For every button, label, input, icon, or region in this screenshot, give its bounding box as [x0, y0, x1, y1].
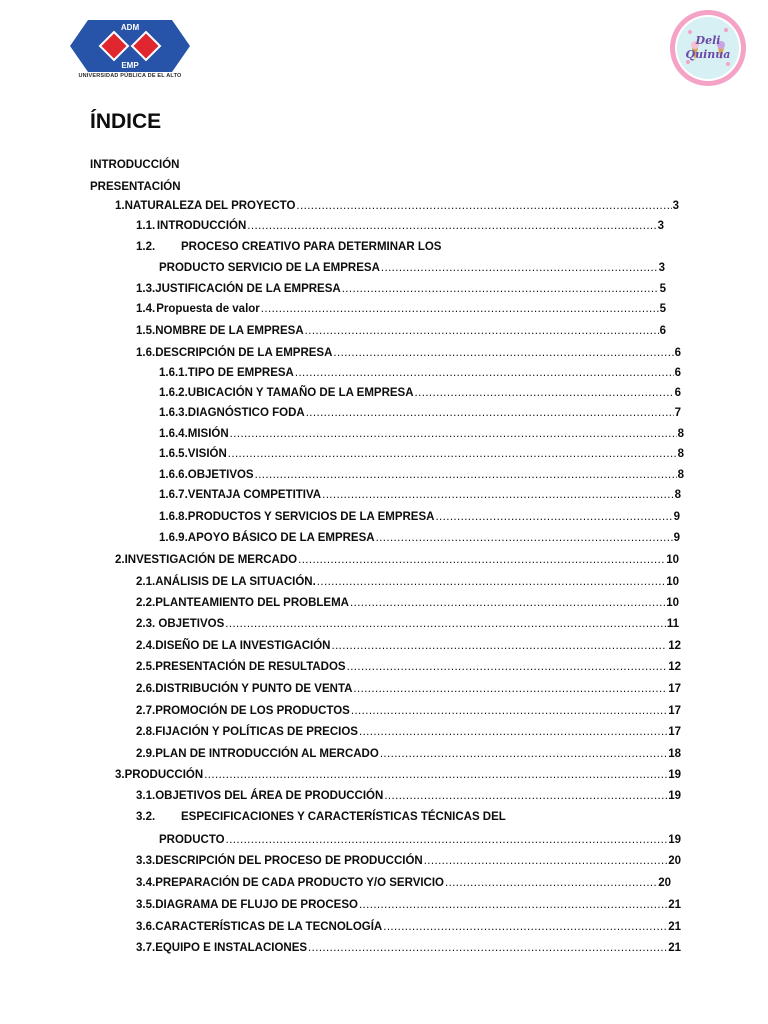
toc-label: NOMBRE DE LA EMPRESA [155, 325, 304, 337]
toc-label: PROCESO CREATIVO PARA DETERMINAR LOS [181, 241, 442, 253]
toc-label: NATURALEZA DEL PROYECTO [124, 200, 296, 212]
toc-label: PROMOCIÓN DE LOS PRODUCTOS [155, 705, 350, 717]
toc-page-number: 17 [668, 705, 681, 717]
toc-leader [435, 510, 672, 524]
toc-number: 2.4. [136, 640, 156, 652]
toc-number: 2.6. [136, 683, 156, 695]
toc-page-number: 21 [668, 942, 681, 954]
toc-leader [359, 898, 667, 912]
toc-page-number: 8 [674, 489, 681, 501]
toc-label: OBJETIVOS [187, 469, 254, 481]
toc-number: 1.6.5. [159, 448, 188, 460]
toc-page-number: 19 [668, 769, 681, 781]
toc-number: 3.2. [136, 811, 156, 823]
toc-label: PREPARACIÓN DE CADA PRODUCTO Y/O SERVICIO [155, 877, 445, 889]
toc-leader [308, 941, 667, 955]
toc-page-number: 18 [668, 748, 681, 760]
svg-text:Deli: Deli [695, 34, 721, 47]
toc-entry [159, 427, 684, 441]
toc-number: 1. [115, 200, 125, 212]
toc-leader [317, 575, 665, 589]
toc-entry [136, 789, 681, 803]
toc-entry [136, 920, 681, 934]
toc-page-number: 9 [673, 532, 680, 544]
brand-badge [668, 8, 748, 88]
toc-entry [136, 219, 664, 233]
toc-leader [247, 219, 656, 233]
toc-page-number: 11 [666, 618, 679, 630]
toc-entry [159, 468, 684, 482]
toc-label: PRODUCTO SERVICIO DE LA EMPRESA [159, 262, 380, 274]
logo-top-text: ADM [120, 23, 140, 32]
toc-entry [136, 617, 679, 631]
toc-page-number: 6 [674, 347, 681, 359]
toc-leader [306, 406, 674, 420]
toc-leader [298, 553, 665, 567]
toc-label: VENTAJA COMPETITIVA [187, 489, 322, 501]
toc-label: INVESTIGACIÓN DE MERCADO [124, 554, 298, 566]
toc-label: PRESENTACIÓN DE RESULTADOS [155, 661, 346, 673]
toc-number: 2.5. [136, 661, 156, 673]
toc-leader [342, 282, 659, 296]
toc-entry [136, 941, 681, 955]
toc-label: PLANTEAMIENTO DEL PROBLEMA [155, 597, 349, 609]
toc-entry [136, 876, 671, 890]
toc-entry [115, 768, 681, 782]
toc-number: 1.3. [136, 283, 156, 295]
toc-entry [159, 447, 684, 461]
toc-number: 2.7. [136, 705, 156, 717]
toc-entry [159, 833, 681, 847]
toc-entry [136, 747, 681, 761]
toc-label: DISTRIBUCIÓN Y PUNTO DE VENTA [155, 683, 353, 695]
toc-number: 2.1. [136, 576, 156, 588]
toc-page-number: 17 [668, 726, 681, 738]
toc-leader [228, 447, 677, 461]
logo-bottom-text: EMP [121, 61, 139, 70]
toc-entry [136, 704, 681, 718]
toc-leader [384, 789, 667, 803]
toc-leader [261, 302, 659, 316]
toc-label: Propuesta de valor [156, 303, 260, 315]
toc-label: DIAGNÓSTICO FODA [187, 407, 305, 419]
toc-leader [204, 768, 667, 782]
toc-entry [136, 346, 681, 360]
toc-leader [226, 833, 668, 847]
toc-intro-presentacion: PRESENTACIÓN [90, 181, 181, 193]
toc-number: 1.6.9. [159, 532, 188, 544]
toc-entry [136, 660, 681, 674]
toc-label: PLAN DE INTRODUCCIÓN AL MERCADO [155, 748, 379, 760]
toc-entry [136, 898, 681, 912]
toc-intro-introduccion: INTRODUCCIÓN [90, 159, 180, 171]
toc-leader [331, 639, 667, 653]
toc-number: 1.6.4. [159, 428, 188, 440]
toc-leader [322, 488, 673, 502]
toc-number: 2.2. [136, 597, 156, 609]
toc-number: 1.2. [136, 241, 156, 253]
toc-leader [351, 704, 667, 718]
toc-entry [115, 199, 679, 213]
toc-label: DESCRIPCIÓN DE LA EMPRESA [155, 347, 333, 359]
toc-number: 1.6.7. [159, 489, 188, 501]
toc-number: 3.7. [136, 942, 156, 954]
toc-page-number: 7 [674, 407, 681, 419]
toc-label: VISIÓN [187, 448, 227, 460]
toc-label: OBJETIVOS [158, 618, 225, 630]
page-title: ÍNDICE [90, 110, 162, 133]
toc-leader [376, 531, 673, 545]
toc-entry [136, 682, 681, 696]
toc-page-number: 20 [658, 877, 671, 889]
toc-entry [136, 854, 681, 868]
university-logo [68, 18, 192, 84]
toc-leader [353, 682, 667, 696]
adm-emp-emblem [68, 18, 192, 74]
toc-number: 3.5. [136, 899, 156, 911]
toc-page-number: 19 [668, 834, 681, 846]
toc-number: 1.6.3. [159, 407, 188, 419]
toc-label: ANÁLISIS DE LA SITUACIÓN. [155, 576, 316, 588]
toc-number: 3.3. [136, 855, 156, 867]
toc-leader [383, 920, 667, 934]
toc-leader [359, 725, 667, 739]
toc-page-number: 3 [658, 262, 665, 274]
toc-page-number: 21 [668, 899, 681, 911]
toc-number: 1.6.1. [159, 367, 188, 379]
toc-number: 2.9. [136, 748, 156, 760]
toc-number: 1.6.8. [159, 511, 188, 523]
toc-entry [136, 282, 666, 296]
toc-page-number: 3 [657, 220, 664, 232]
toc-entry [136, 596, 679, 610]
toc-entry [136, 240, 664, 254]
toc-page-number: 6 [674, 367, 681, 379]
toc-entry [136, 302, 666, 316]
toc-label: ESPECIFICACIONES Y CARACTERÍSTICAS TÉCNICAS DEL [181, 811, 506, 823]
toc-label: OBJETIVOS DEL ÁREA DE PRODUCCIÓN [155, 790, 384, 802]
toc-number: 1.4. [136, 303, 156, 315]
toc-number: 1.6.2. [159, 387, 188, 399]
toc-page-number: 9 [673, 511, 680, 523]
toc-page-number: 5 [659, 283, 666, 295]
toc-entry [159, 386, 681, 400]
toc-label: CARACTERÍSTICAS DE LA TECNOLOGÍA [155, 921, 383, 933]
toc-page-number: 8 [677, 428, 684, 440]
toc-page-number: 8 [677, 448, 684, 460]
toc-entry [159, 406, 681, 420]
toc-leader [305, 324, 659, 338]
toc-leader [295, 366, 674, 380]
university-name: UNIVERSIDAD PÚBLICA DE EL ALTO [78, 73, 182, 79]
toc-label: DISEÑO DE LA INVESTIGACIÓN [155, 640, 331, 652]
toc-leader [230, 427, 677, 441]
toc-page-number: 21 [668, 921, 681, 933]
toc-leader [424, 854, 668, 868]
toc-label: MISIÓN [187, 428, 229, 440]
toc-number: 3.6. [136, 921, 156, 933]
toc-label: INTRODUCCIÓN [156, 220, 247, 232]
toc-entry [159, 531, 680, 545]
toc-page-number: 12 [668, 661, 681, 673]
toc-page-number: 6 [659, 325, 666, 337]
svg-text:Quinua: Quinua [685, 48, 731, 61]
toc-number: 3.4. [136, 877, 156, 889]
toc-label: JUSTIFICACIÓN DE LA EMPRESA [155, 283, 341, 295]
toc-entry [159, 510, 680, 524]
toc-number: 3.1. [136, 790, 156, 802]
toc-page-number: 19 [668, 790, 681, 802]
toc-label: PRODUCCIÓN [124, 769, 204, 781]
toc-entry [136, 810, 681, 824]
toc-label: DIAGRAMA DE FLUJO DE PROCESO [155, 899, 358, 911]
toc-page-number: 17 [668, 683, 681, 695]
toc-page-number: 10 [666, 597, 679, 609]
toc-leader [350, 596, 665, 610]
toc-label: FIJACIÓN Y POLÍTICAS DE PRECIOS [155, 726, 358, 738]
toc-number: 2.8. [136, 726, 156, 738]
toc-entry [136, 324, 666, 338]
toc-entry [136, 725, 681, 739]
toc-page-number: 10 [666, 576, 679, 588]
toc-number: 1.6.6. [159, 469, 188, 481]
toc-entry [115, 553, 679, 567]
toc-page-number: 5 [659, 303, 666, 315]
toc-number: 1.1. [136, 220, 156, 232]
toc-leader [415, 386, 674, 400]
toc-leader [255, 468, 677, 482]
toc-page-number: 10 [666, 554, 679, 566]
toc-leader [380, 747, 667, 761]
toc-number: 1.5. [136, 325, 156, 337]
toc-label: EQUIPO E INSTALACIONES [155, 942, 308, 954]
toc-label: DESCRIPCIÓN DEL PROCESO DE PRODUCCIÓN [155, 855, 423, 867]
toc-label: PRODUCTOS Y SERVICIOS DE LA EMPRESA [187, 511, 435, 523]
toc-leader [381, 261, 658, 275]
toc-number: 2.3. [136, 618, 156, 630]
toc-leader [225, 617, 666, 631]
toc-label: PRODUCTO [159, 834, 225, 846]
toc-leader [333, 346, 673, 360]
toc-number: 2. [115, 554, 125, 566]
toc-page-number: 12 [668, 640, 681, 652]
toc-label: APOYO BÁSICO DE LA EMPRESA [187, 532, 375, 544]
toc-page-number: 6 [674, 387, 681, 399]
toc-leader [445, 876, 657, 890]
deli-quinua-logo [668, 8, 748, 88]
toc-label: TIPO DE EMPRESA [187, 367, 294, 379]
toc-number: 3. [115, 769, 125, 781]
toc-entry [159, 261, 665, 275]
toc-page-number: 20 [668, 855, 681, 867]
toc-label: UBICACIÓN Y TAMAÑO DE LA EMPRESA [187, 387, 414, 399]
toc-entry [159, 366, 681, 380]
toc-leader [296, 199, 671, 213]
toc-leader [347, 660, 668, 674]
toc-number: 1.6. [136, 347, 156, 359]
toc-entry [136, 575, 679, 589]
toc-entry [136, 639, 681, 653]
toc-page-number: 3 [672, 200, 679, 212]
toc-entry [159, 488, 681, 502]
toc-page-number: 8 [677, 469, 684, 481]
